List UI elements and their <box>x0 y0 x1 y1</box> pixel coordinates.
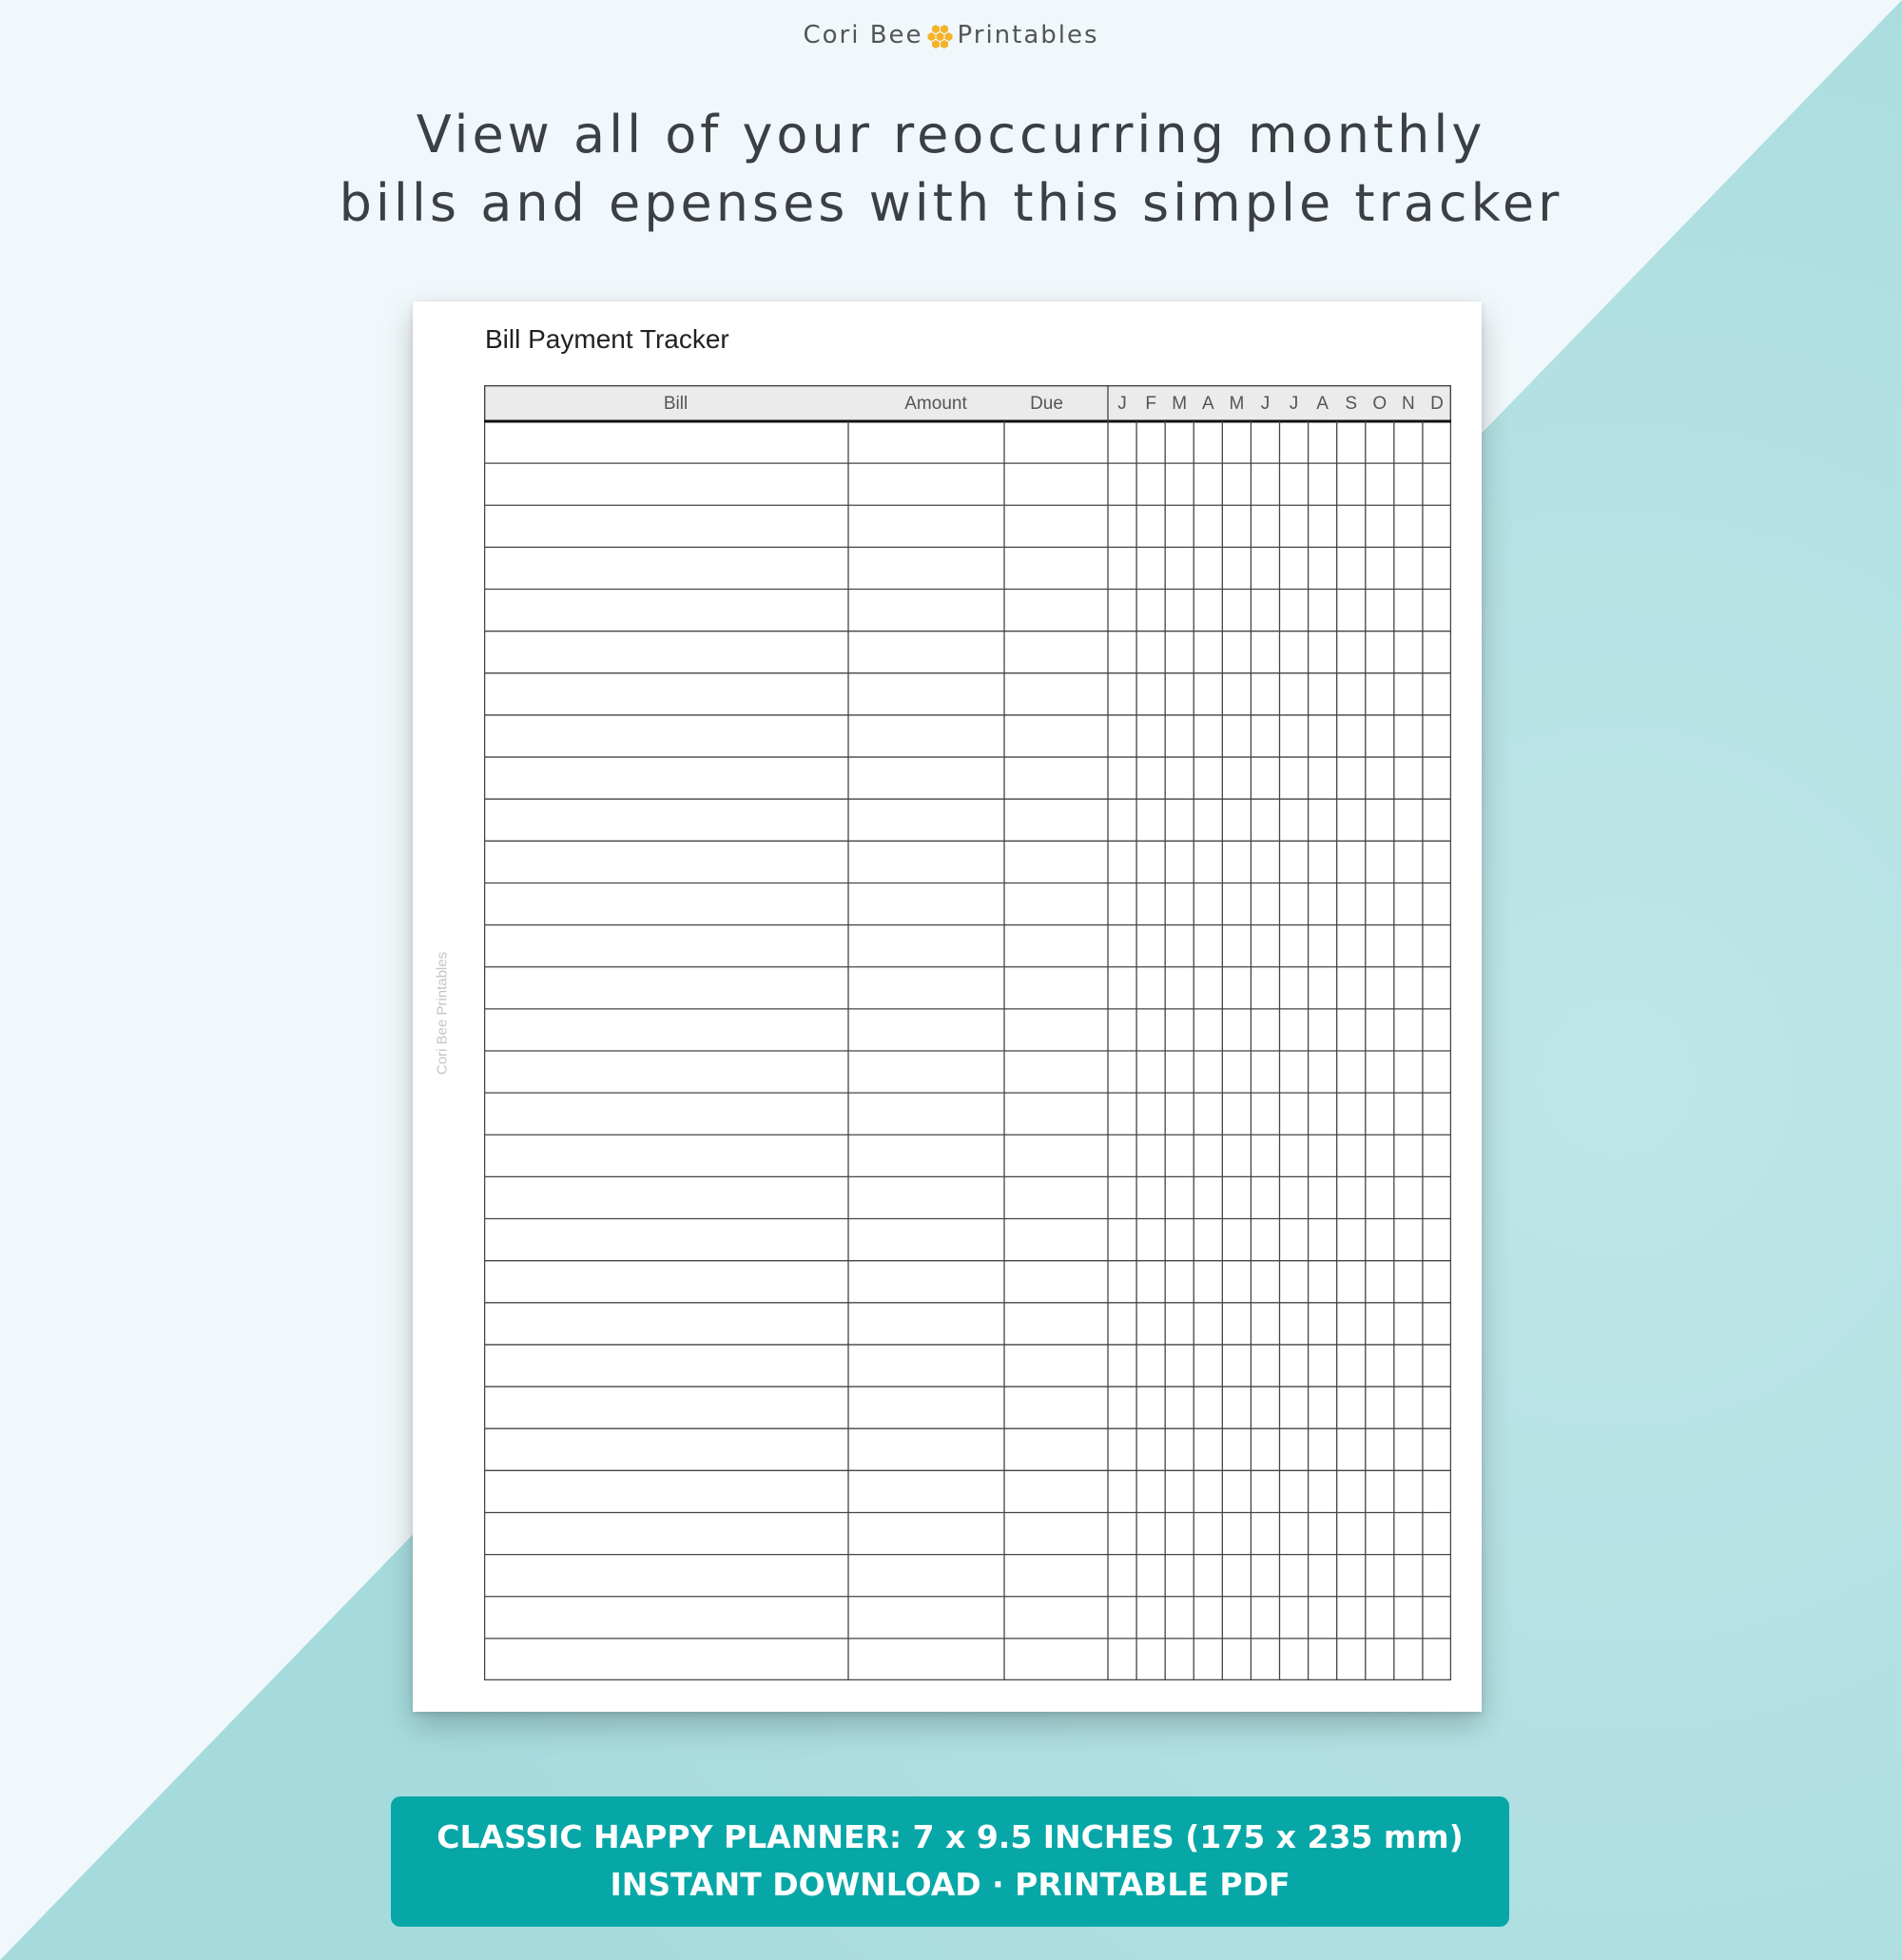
headline-line-1: View all of your reoccurring monthly <box>416 105 1486 165</box>
month-header: M <box>1172 394 1188 414</box>
brand-name-right: Printables <box>957 21 1099 49</box>
table-border <box>485 386 1451 1680</box>
header-row <box>485 386 1451 422</box>
product-info-banner <box>391 1796 1509 1927</box>
month-header: F <box>1145 394 1156 414</box>
month-header: O <box>1372 394 1388 414</box>
month-header: S <box>1345 394 1358 414</box>
month-header: D <box>1430 394 1444 414</box>
month-header: N <box>1402 394 1415 414</box>
headline <box>0 101 1902 238</box>
column-header-due: Due <box>1030 394 1063 414</box>
tracker-table <box>484 385 1451 1680</box>
banner-line-2: INSTANT DOWNLOAD · PRINTABLE PDF <box>610 1866 1291 1903</box>
banner-line-1: CLASSIC HAPPY PLANNER: 7 x 9.5 INCHES (175 x 235 mm) <box>437 1818 1464 1855</box>
month-header: J <box>1260 394 1271 414</box>
month-header: A <box>1201 394 1214 414</box>
column-header-amount: Amount <box>904 394 967 414</box>
page-title: Bill Payment Tracker <box>485 324 729 354</box>
tracker-page <box>413 301 1482 1712</box>
month-header: M <box>1229 394 1245 414</box>
brand-name-left: Cori Bee <box>803 21 923 49</box>
column-header-bill: Bill <box>663 394 689 414</box>
brand-logo <box>0 21 1902 49</box>
honeycomb-icon <box>927 22 954 49</box>
month-header: J <box>1289 394 1299 414</box>
side-watermark: Cori Bee Printables <box>434 951 451 1076</box>
month-header: A <box>1316 394 1329 414</box>
headline-line-2: bills and epenses with this simple tracker <box>339 173 1563 233</box>
month-header: J <box>1117 394 1127 414</box>
